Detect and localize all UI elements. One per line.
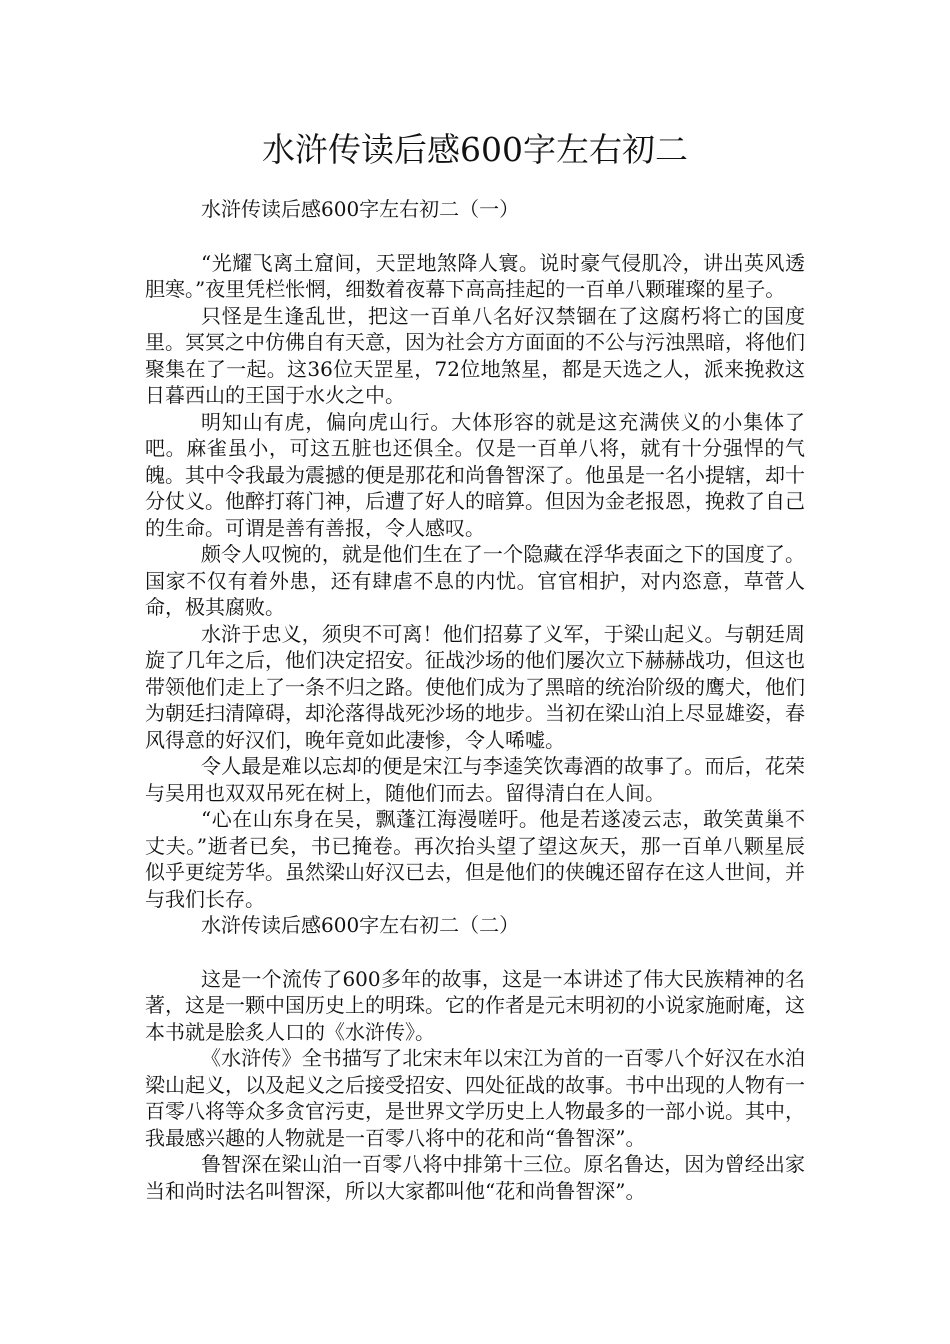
blank-line <box>145 223 805 250</box>
paragraph: “光耀飞离土窟间，天罡地煞降人寰。说时豪气侵肌冷，讲出英风透胆寒。”夜里凭栏怅惘，细数着夜幕下高高挂起的一百单八颗璀璨的星子。 <box>145 250 805 301</box>
section-heading-2: 水浒传读后感600字左右初二（二） <box>201 913 520 937</box>
section-heading-1: 水浒传读后感600字左右初二（一） <box>201 197 520 221</box>
paragraph: 只怪是生逢乱世，把这一百单八名好汉禁锢在了这腐朽将亡的国度里。冥冥之中仿佛自有天意，因为社会方方面面的不公与污浊黑暗，将他们聚集在了一起。这36位天罡星，72位地煞星，都是天选之人，派来挽救这日暮西山的王国于水火之中。 <box>145 303 805 407</box>
blank-line <box>145 939 805 966</box>
paragraph: 颇令人叹惋的，就是他们生在了一个隐藏在浮华表面之下的国度了。国家不仅有着外患，还有肆虐不息的内忧。官官相护，对内恣意，草菅人命，极其腐败。 <box>145 542 805 619</box>
document-body <box>145 196 805 1204</box>
paragraph: 令人最是难以忘却的便是宋江与李逵笑饮毒酒的故事了。而后，花荣与吴用也双双吊死在树上，随他们而去。留得清白在人间。 <box>145 754 805 805</box>
paragraph: 这是一个流传了600多年的故事，这是一本讲述了伟大民族精神的名著，这是一颗中国历史上的明珠。它的作者是元末明初的小说家施耐庵，这本书就是脍炙人口的《水浒传》。 <box>145 966 805 1044</box>
paragraph: 明知山有虎，偏向虎山行。大体形容的就是这充满侠义的小集体了吧。麻雀虽小，可这五脏也还俱全。仅是一百单八将，就有十分强悍的气魄。其中令我最为震撼的便是那花和尚鲁智深了。他虽是一名小提辖，却十分仗义。他醉打蒋门神，后遭了好人的暗算。但因为金老报恩，挽救了自己的生命。可谓是善有善报，令人感叹。 <box>145 409 805 540</box>
paragraph: 水浒于忠义，须臾不可离！他们招募了义军，于梁山起义。与朝廷周旋了几年之后，他们决定招安。征战沙场的他们屡次立下赫赫战功，但这也带领他们走上了一条不归之路。使他们成为了黑暗的统治阶级的鹰犬，他们为朝廷扫清障碍，却沦落得战死沙场的地步。当初在梁山泊上尽显雄姿，春风得意的好汉们，晚年竟如此凄惨，令人唏嘘。 <box>145 621 805 752</box>
paragraph: 《水浒传》全书描写了北宋末年以宋江为首的一百零八个好汉在水泊梁山起义，以及起义之后接受招安、四处征战的故事。书中出现的人物有一百零八将等众多贪官污吏，是世界文学历史上人物最多的一部小说。其中，我最感兴趣的人物就是一百零八将中的花和尚“鲁智深”。 <box>145 1046 805 1150</box>
paragraph: 鲁智深在梁山泊一百零八将中排第十三位。原名鲁达，因为曾经出家当和尚时法名叫智深，所以大家都叫他“花和尚鲁智深”。 <box>145 1152 805 1203</box>
paragraph: “心在山东身在吴，飘蓬江海漫嗟吁。他是若遂凌云志，敢笑黄巢不丈夫。”逝者已矣，书已掩卷。再次抬头望了望这灰天，那一百单八颗星辰似乎更绽芳华。虽然梁山好汉已去，但是他们的侠魄还留存在这人世间，并与我们长存。 <box>145 807 805 911</box>
document-title: 水浒传读后感600字左右初二 <box>262 130 688 169</box>
